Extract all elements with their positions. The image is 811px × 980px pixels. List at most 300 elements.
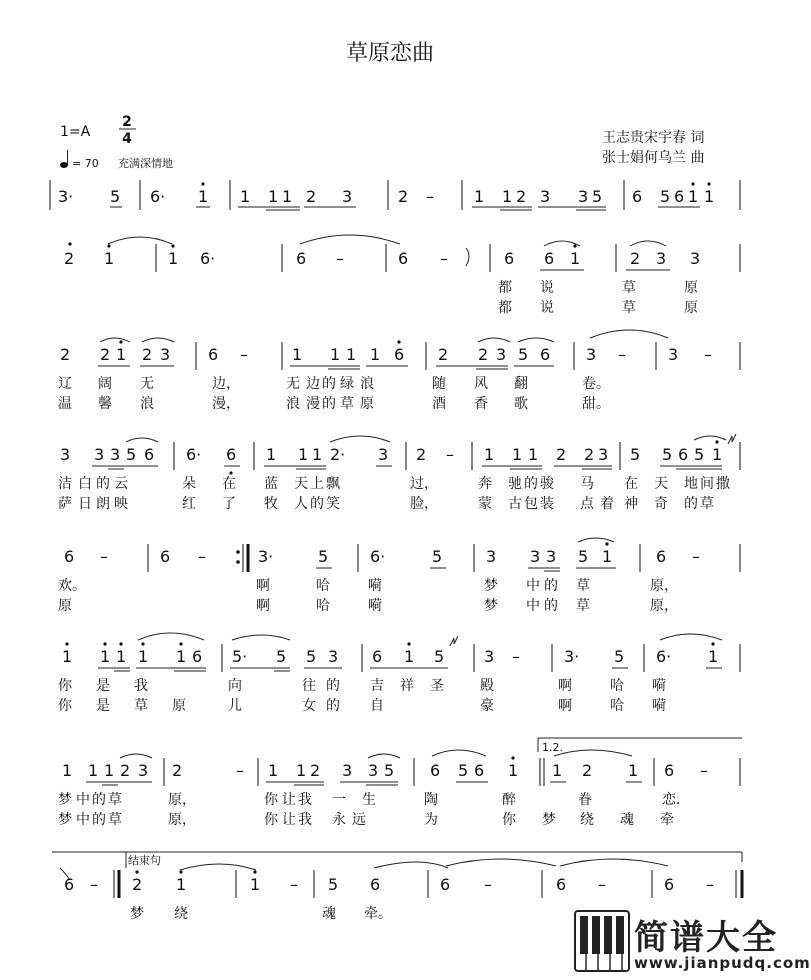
expression-mark: 充满深情地 [118, 157, 173, 170]
note: – [100, 547, 108, 566]
note: 6 [370, 875, 381, 894]
note: 2 [416, 445, 427, 464]
note: 2 [120, 761, 131, 780]
lyric-syllable: 梦 [542, 812, 556, 828]
lyric-syllable: 飘 [326, 476, 340, 492]
note: 5 [276, 647, 287, 666]
lyric-syllable: 翻 [514, 376, 528, 392]
note: 1 [528, 445, 539, 464]
note: 1 [116, 647, 127, 666]
note: 3 [540, 187, 551, 206]
lyric-syllable: 都 [498, 280, 512, 296]
note: 1 [312, 445, 323, 464]
ending-bracket-label: 结束句 [128, 854, 161, 867]
note: 5 [110, 187, 121, 206]
note: 6 [440, 875, 451, 894]
lyric-syllable: 馨 [98, 396, 112, 412]
lyric-syllable: 的 [322, 376, 336, 392]
staff-row-4 [58, 434, 740, 512]
lyric-syllable: 漫 [306, 396, 320, 412]
lyric-syllable: 浪 [360, 376, 374, 392]
lyric-syllable: 草 [340, 396, 354, 412]
lyric-syllable: 原 [684, 280, 698, 296]
note: 1 [240, 187, 251, 206]
lyric-syllable: 你 [58, 698, 72, 714]
note: 6 [474, 761, 485, 780]
note: – [446, 445, 454, 464]
lyric-syllable: 梦 [484, 598, 498, 614]
lyric-syllable: 祥 [400, 678, 414, 694]
lyric-syllable: 骏 [540, 476, 554, 492]
note: 2 [584, 445, 595, 464]
note: 1 [704, 187, 715, 206]
lyric-syllable: 的 [92, 812, 106, 828]
lyric-syllable: 随 [432, 376, 446, 392]
note: 5 [660, 187, 671, 206]
lyric-syllable: 浪 [140, 396, 154, 412]
lyric-syllable: 吉 [370, 678, 384, 694]
lyric-syllable: 天 [654, 476, 668, 492]
note: 3 [530, 547, 541, 566]
lyric-syllable: 圣 [430, 678, 444, 694]
lyric-syllable: 朗 [96, 496, 110, 512]
lyric-syllable: 蓝 [264, 476, 278, 492]
lyric-syllable: 着 [600, 496, 614, 512]
lyric-syllable: 在 [222, 476, 236, 492]
note: 3 [368, 761, 379, 780]
note: 6 [556, 875, 567, 894]
lyric-syllable: 卷。 [582, 376, 610, 392]
lyric-syllable: 啊 [256, 598, 270, 614]
lyric-syllable: 我 [134, 678, 148, 694]
lyric-syllable: 永 [332, 812, 346, 828]
lyric-syllable: 原， [168, 812, 196, 828]
lyric-syllable: 草 [622, 280, 636, 296]
note: 1 [484, 445, 495, 464]
note: 5 [614, 647, 625, 666]
note: 1 [298, 445, 309, 464]
note: 2 [142, 345, 153, 364]
quarter-note-icon [60, 150, 68, 168]
note: 3· [258, 547, 274, 566]
note: 6 [160, 547, 171, 566]
watermark [574, 910, 811, 976]
note: 2 [516, 187, 527, 206]
lyric-syllable: 你 [58, 678, 72, 694]
note: 2 [582, 761, 593, 780]
lyric-syllable: 的 [544, 578, 558, 594]
note: 1 [330, 345, 341, 364]
note: 2 [100, 345, 111, 364]
note: 1 [62, 761, 73, 780]
lyric-syllable: 上 [310, 476, 324, 492]
note: 1 [282, 187, 293, 206]
note: – [336, 249, 344, 268]
note: 5 [126, 445, 137, 464]
lyric-syllable: 原 [172, 698, 186, 714]
note: 6 [664, 875, 675, 894]
note: 6 [664, 761, 675, 780]
lyric-syllable: 一 [332, 792, 346, 808]
note: 3 [484, 647, 495, 666]
note: 6· [186, 445, 202, 464]
note: 3 [94, 445, 105, 464]
lyric-syllable: 奔 [478, 476, 492, 492]
lyric-syllable: 人 [294, 496, 308, 512]
note: 2· [330, 445, 346, 464]
lyric-syllable: 地 [684, 476, 698, 492]
note: – [90, 875, 98, 894]
note: 6 [226, 445, 237, 464]
note: 1 [266, 445, 277, 464]
lyric-syllable: 在 [624, 476, 638, 492]
note: 5 [432, 547, 443, 566]
note: – [426, 187, 434, 206]
note: 5· [232, 647, 248, 666]
note: 5 [592, 187, 603, 206]
lyric-syllable: 陶 [424, 792, 438, 808]
lyric-syllable: 原 [684, 300, 698, 316]
note: 5 [578, 547, 589, 566]
lyric-syllable: 萨 [58, 496, 72, 512]
note: 2 [132, 875, 143, 894]
note: 5 [694, 445, 705, 464]
lyric-syllable: 甜。 [582, 396, 610, 412]
note: – [484, 875, 492, 894]
note: 3 [496, 345, 507, 364]
lyric-syllable: 的 [544, 598, 558, 614]
note: 3 [690, 249, 701, 268]
lyric-syllable: 笑 [326, 496, 340, 512]
note: 6 [540, 345, 551, 364]
note: 5 [318, 547, 329, 566]
lyric-syllable: 我 [298, 792, 312, 808]
lyric-syllable: 映 [114, 496, 128, 512]
note: 5 [662, 445, 673, 464]
note: 1 [712, 445, 723, 464]
lyric-syllable: 酒 [432, 396, 446, 412]
lyric-syllable: 欢。 [58, 578, 86, 594]
note: 1 [502, 187, 513, 206]
lyric-syllable: 的 [326, 698, 340, 714]
lyric-syllable: 哈 [610, 698, 624, 714]
note: 3 [138, 761, 149, 780]
lyric-syllable: 梦 [58, 812, 72, 828]
lyric-syllable: 边， [212, 376, 240, 392]
volta-bracket-label: 1.2. [542, 741, 563, 754]
note: 1 [296, 761, 307, 780]
note: 1 [176, 647, 187, 666]
lyric-syllable: 蒙 [478, 496, 492, 512]
lyric-syllable: 草 [108, 812, 122, 828]
lyric-syllable: 云 [114, 476, 128, 492]
lyric-syllable: 草 [576, 598, 590, 614]
lyric-syllable: 醉 [502, 792, 516, 808]
note: 3 [668, 345, 679, 364]
lyric-syllable: 温 [58, 396, 72, 412]
note: 6 [64, 547, 75, 566]
note: 1 [346, 345, 357, 364]
note: 1 [474, 187, 485, 206]
lyric-syllable: 无 [286, 376, 300, 392]
lyric-syllable: 说 [540, 280, 554, 296]
note: 1 [138, 647, 149, 666]
lyric-syllable: 古 [508, 496, 522, 512]
note: 3 [328, 647, 339, 666]
note: 3· [564, 647, 580, 666]
lyric-syllable: 原 [58, 598, 72, 614]
lyric-syllable: 装 [540, 496, 554, 512]
note: 2 [438, 345, 449, 364]
lyric-syllable: 嗬 [368, 598, 382, 614]
watermark-title: 简谱大全 [634, 918, 778, 958]
lyric-syllable: 女 [302, 698, 316, 714]
note: 5 [434, 647, 445, 666]
lyric-syllable: 香 [474, 396, 488, 412]
lyric-syllable: 嗬 [652, 698, 666, 714]
note: 3 [160, 345, 171, 364]
lyric-syllable: 原， [650, 578, 678, 594]
note: – [440, 249, 448, 268]
lyric-syllable: 间 [700, 476, 714, 492]
note: 3 [586, 345, 597, 364]
note: – [706, 875, 714, 894]
lyric-syllable: 马 [580, 476, 594, 492]
note: 1 [404, 647, 415, 666]
note: 6· [200, 249, 216, 268]
composer-credit: 张士娟何乌兰 曲 [602, 150, 705, 166]
note: – [704, 345, 712, 364]
lyric-syllable: 朵 [182, 476, 196, 492]
lyric-syllable: 日 [78, 496, 92, 512]
staff-row-5 [58, 538, 740, 614]
lyric-syllable: 浪 [286, 396, 300, 412]
lyric-syllable: 天 [294, 476, 308, 492]
note: 3 [378, 445, 389, 464]
lyric-syllable: 牵 [660, 812, 674, 828]
tremolo-icon [728, 434, 736, 444]
note: 1 [688, 187, 699, 206]
lyric-syllable: 白 [78, 476, 92, 492]
note: 6 [656, 547, 667, 566]
note: 6· [150, 187, 166, 206]
lyric-syllable: 神 [624, 496, 638, 512]
note: 3 [656, 249, 667, 268]
note: – [240, 345, 248, 364]
note: 5 [384, 761, 395, 780]
staff-row-1 [50, 180, 740, 210]
note: 1 [198, 187, 209, 206]
staff-row-6 [58, 633, 740, 714]
note: 5 [630, 445, 641, 464]
note: 2 [306, 187, 317, 206]
tremolo-icon [450, 636, 458, 646]
note: 2 [172, 761, 183, 780]
note: 3 [598, 445, 609, 464]
time-bottom: 4 [122, 131, 132, 147]
note: 6 [504, 249, 515, 268]
staff-row-2 [64, 235, 740, 316]
lyric-syllable: 草 [700, 496, 714, 512]
note: – [692, 547, 700, 566]
note: 2 [64, 249, 75, 268]
repeat-sign [236, 544, 248, 572]
note: – [290, 875, 298, 894]
lyric-syllable: 阔 [98, 376, 112, 392]
lyric-syllable: 奇 [654, 496, 668, 512]
note: 3 [486, 547, 497, 566]
note: 3 [342, 187, 353, 206]
lyric-syllable: 都 [498, 300, 512, 316]
note: 1 [116, 345, 127, 364]
note: 1 [268, 761, 279, 780]
staff-row-7 [58, 738, 742, 828]
note: 1 [708, 647, 719, 666]
lyric-syllable: 梦 [58, 792, 72, 808]
note: 1 [88, 761, 99, 780]
lyric-syllable: 无 [140, 376, 154, 392]
note: 1 [168, 249, 179, 268]
note: 2 [398, 187, 409, 206]
lyric-syllable: 原， [650, 598, 678, 614]
lyric-syllable: 边 [306, 376, 320, 392]
note: 1 [512, 445, 523, 464]
note: 1 [552, 761, 563, 780]
lyric-syllable: 中 [76, 792, 90, 808]
lyric-syllable: 豪 [480, 698, 494, 714]
lyric-syllable: 中 [526, 598, 540, 614]
lyric-syllable: 驰 [508, 476, 522, 492]
note: 1 [570, 249, 581, 268]
lyric-syllable: 远 [352, 812, 366, 828]
note: 2 [630, 249, 641, 268]
lyric-syllable: 自 [370, 698, 384, 714]
lyric-syllable: 漫， [212, 396, 240, 412]
piano-icon [574, 910, 630, 972]
note: 6· [656, 647, 672, 666]
lyric-syllable: 过， [410, 476, 438, 492]
lyric-syllable: 洁 [58, 476, 72, 492]
note: 1 [370, 345, 381, 364]
note: – [598, 875, 606, 894]
lyric-syllable: 哈 [610, 678, 624, 694]
note: 1 [292, 345, 303, 364]
note: 5 [328, 875, 339, 894]
lyric-syllable: 风 [474, 376, 488, 392]
lyric-syllable: 包 [524, 496, 538, 512]
lyric-syllable: 绿 [340, 376, 354, 392]
note: 3· [58, 187, 74, 206]
note: 1 [104, 249, 115, 268]
lyric-syllable: 你 [502, 812, 516, 828]
note: 1 [250, 875, 261, 894]
lyric-syllable: 草 [134, 698, 148, 714]
lyric-syllable: 中 [76, 812, 90, 828]
watermark-url: www.jianpudq.com [634, 954, 811, 972]
note: 5 [518, 345, 529, 364]
note: 3 [110, 445, 121, 464]
note: 3 [60, 445, 71, 464]
note: 6 [674, 187, 685, 206]
lyric-syllable: 中 [526, 578, 540, 594]
note: 6 [372, 647, 383, 666]
note: 6· [370, 547, 386, 566]
lyric-syllable: 草 [108, 792, 122, 808]
lyric-syllable: 哈 [316, 578, 330, 594]
lyric-syllable: 眷 [578, 792, 592, 808]
lyric-syllable: 的 [96, 476, 110, 492]
note: 6 [192, 647, 203, 666]
note: 6 [544, 249, 555, 268]
note: 6 [632, 187, 643, 206]
lyric-syllable: 红 [182, 496, 196, 512]
note: – [618, 345, 626, 364]
note: 1 [508, 761, 519, 780]
lyric-syllable: 原 [360, 396, 374, 412]
note: 1 [100, 647, 111, 666]
note: 5 [458, 761, 469, 780]
lyric-syllable: 你 [264, 792, 278, 808]
lyric-syllable: 魂 [322, 906, 336, 922]
lyric-syllable: 让 [282, 792, 296, 808]
song-title: 草原恋曲 [345, 41, 435, 66]
note: 6 [64, 875, 75, 894]
note: 1 [176, 875, 187, 894]
lyric-syllable: 梦 [484, 578, 498, 594]
lyric-syllable: 啊 [558, 678, 572, 694]
note: 6 [144, 445, 155, 464]
lyric-syllable: 是 [96, 698, 110, 714]
note: 6 [398, 249, 409, 268]
note: 1 [104, 761, 115, 780]
key-signature: 1=A [60, 124, 91, 140]
lyric-syllable: 了 [222, 496, 236, 512]
lyric-syllable: 嗬 [368, 578, 382, 594]
note: 2 [478, 345, 489, 364]
lyric-syllable: 你 [264, 812, 278, 828]
lyric-syllable: 辽 [58, 376, 72, 392]
note: 3 [578, 187, 589, 206]
note: 2 [556, 445, 567, 464]
lyric-syllable: 儿 [228, 698, 242, 714]
note: 1 [268, 187, 279, 206]
lyric-syllable: 嗬 [652, 678, 666, 694]
lyric-syllable: 的 [524, 476, 538, 492]
lyric-syllable: 的 [684, 496, 698, 512]
lyric-syllable: 草 [576, 578, 590, 594]
lyric-syllable: 向 [228, 678, 242, 694]
lyric-syllable: 往 [302, 678, 316, 694]
lyricist-credit: 王志贵宋宇春 词 [602, 130, 705, 146]
lyric-syllable: 殿 [480, 678, 494, 694]
lyric-syllable: 让 [282, 812, 296, 828]
lyric-syllable: 魂 [620, 812, 634, 828]
lyric-syllable: 生 [362, 792, 376, 808]
note: 6 [394, 345, 405, 364]
note: 6 [678, 445, 689, 464]
lyric-syllable: 为 [424, 812, 438, 828]
lyric-syllable: 的 [322, 396, 336, 412]
note: 1 [62, 647, 73, 666]
note: 1 [628, 761, 639, 780]
note: – [198, 547, 206, 566]
note: – [236, 761, 244, 780]
lyric-syllable: 梦 [130, 906, 144, 922]
lyric-syllable: 的 [326, 678, 340, 694]
lyric-syllable: 的 [92, 792, 106, 808]
lyric-syllable: 草 [622, 300, 636, 316]
lyric-syllable: 点 [580, 496, 594, 512]
